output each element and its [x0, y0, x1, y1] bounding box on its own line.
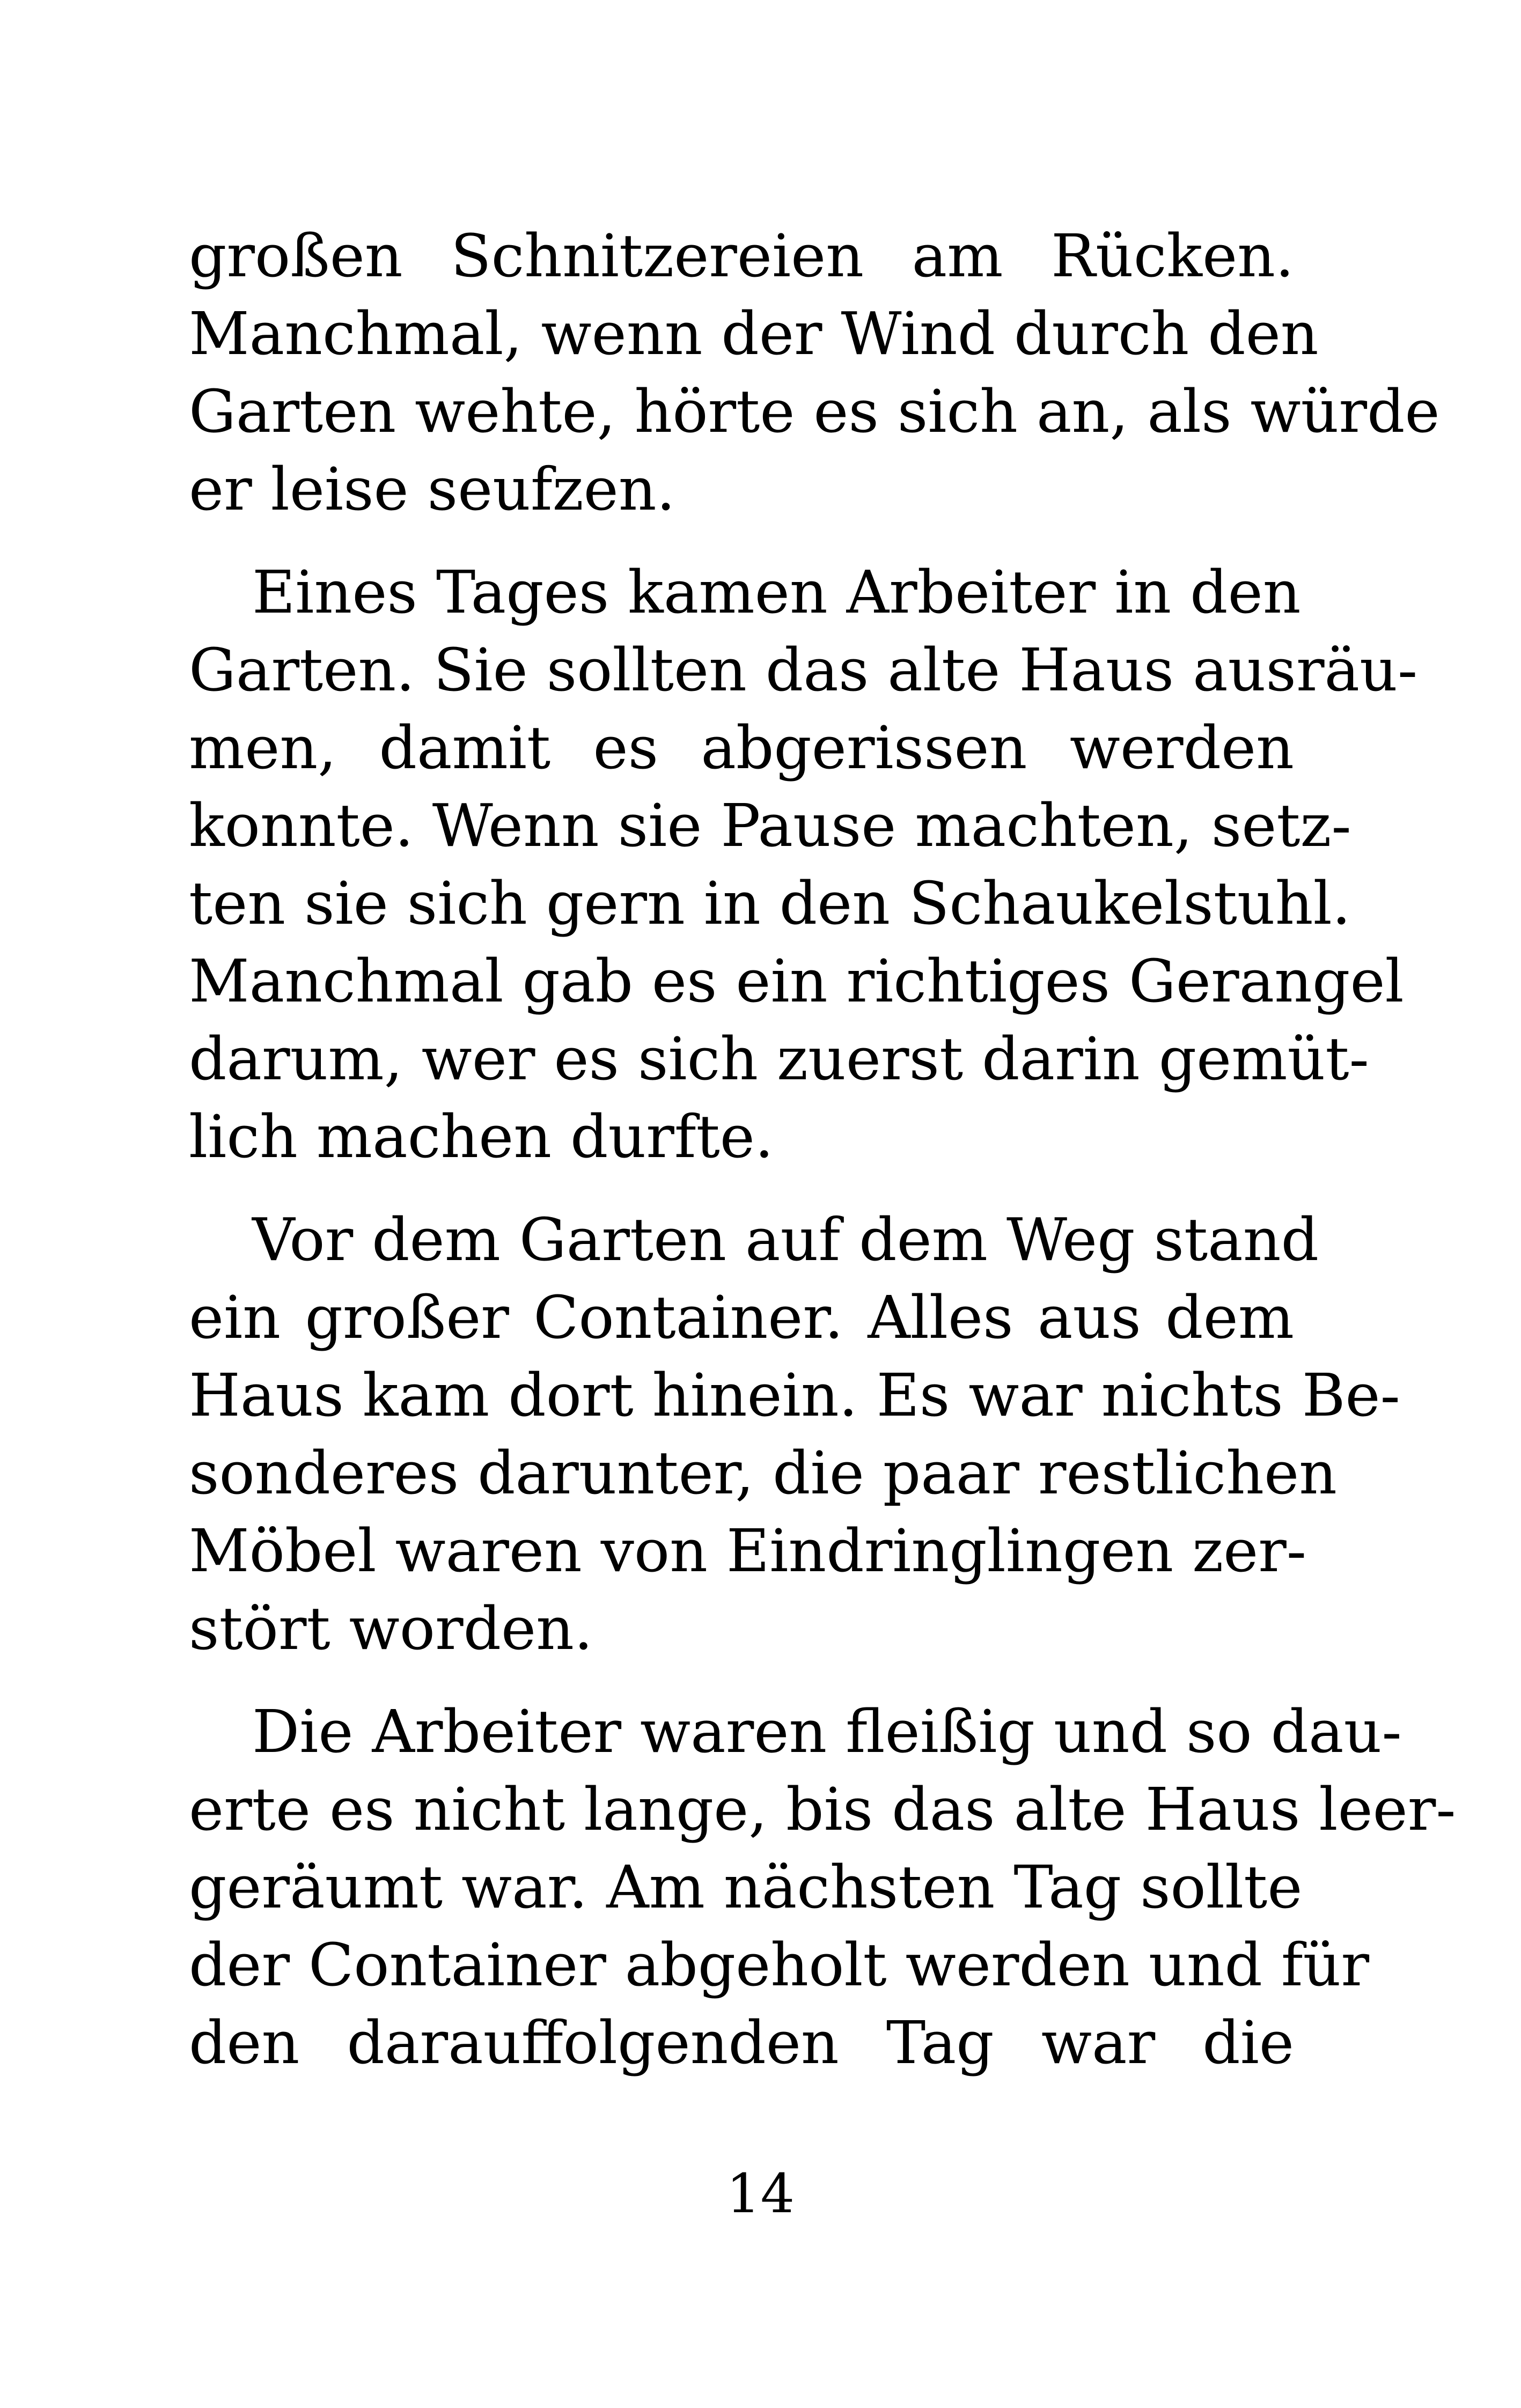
text-line: der Container abgeholt werden und für: [189, 1931, 1370, 1999]
text-line: darum, wer es sich zuerst darin gemüt-: [189, 1025, 1369, 1093]
text-line: Manchmal, wenn der Wind durch den: [189, 299, 1319, 368]
text-line: ten sie sich gern in den Schaukelstuhl.: [189, 869, 1351, 938]
text-line: Möbel waren von Eindringlingen zer-: [189, 1516, 1307, 1585]
text-line: geräumt war. Am nächsten Tag sollte: [189, 1853, 1303, 1921]
text-line: konnte. Wenn sie Pause machten, setz-: [189, 791, 1351, 860]
paragraph-2: [189, 554, 1418, 1176]
paragraph-1: [189, 217, 1440, 528]
text-line: den darauffolgenden Tag war die: [189, 2008, 1294, 2077]
paragraph-4: [189, 1693, 1456, 2082]
text-line: Manchmal gab es ein richtiges Gerangel: [189, 947, 1404, 1015]
text-line: sonderes darunter, die paar restlichen: [189, 1439, 1338, 1507]
body-text: [189, 217, 1456, 2107]
text-line: erte es nicht lange, bis das alte Haus leer-: [189, 1775, 1456, 1844]
text-line: Haus kam dort hinein. Es war nichts Be-: [189, 1361, 1400, 1430]
text-line: Garten wehte, hörte es sich an, als würde: [189, 377, 1440, 446]
text-line: Die Arbeiter waren fleißig und so dau-: [252, 1697, 1402, 1766]
text-line: men, damit es abgerissen werden: [189, 713, 1294, 782]
text-line: Garten. Sie sollten das alte Haus ausräu-: [189, 636, 1418, 704]
text-line: Vor dem Garten auf dem Weg stand: [252, 1205, 1319, 1274]
text-line: stört worden.: [189, 1594, 593, 1663]
text-line: er leise seufzen.: [189, 455, 675, 524]
text-line: großen Schnitzereien am Rücken.: [189, 222, 1294, 290]
text-line: lich machen durfte.: [189, 1102, 774, 1171]
text-line: ein großer Container. Alles aus dem: [189, 1283, 1294, 1352]
paragraph-3: [189, 1201, 1400, 1668]
page-number: 14: [726, 2162, 795, 2225]
text-line: Eines Tages kamen Arbeiter in den: [252, 558, 1301, 627]
